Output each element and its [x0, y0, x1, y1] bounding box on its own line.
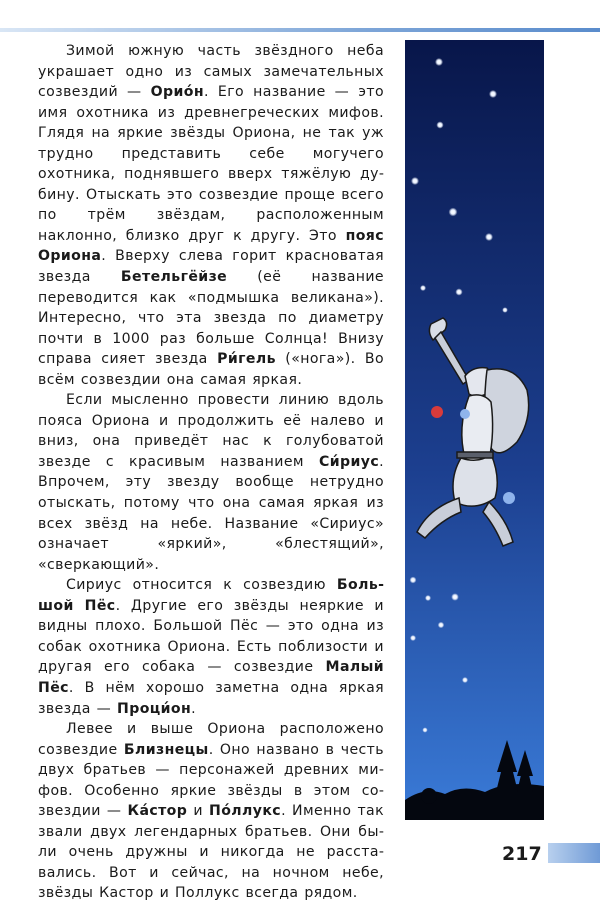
term-bold: Проци́он	[117, 700, 192, 717]
text-run: . Его название — это имя охотника из древнегреческих мифов. Глядя на яркие звёзды Ориона, не так уж трудно представить себе могучего охотника, поднявшего вверх тяжёлую дубину. Отыскать это созвездие проще всего по трём звёздам, расположенным наклонно, близко друг к другу. Это	[38, 84, 384, 244]
text-run: . В нём хорошо заметна одна яркая звезда —	[38, 679, 384, 717]
term-bold: Близнецы	[123, 741, 209, 758]
text-run: (её название переводится как «подмышка великана»). Интересно, что эта звезда по диаметру почти в 1000 раз больше Солнца! Внизу справа сияет звезда	[38, 269, 384, 368]
term-bold: пояс Ориона	[38, 227, 384, 265]
betelgeuse-marker	[431, 406, 443, 418]
belt-star-marker	[460, 409, 470, 419]
text-run: Зимой южную часть звёздного неба украшает одно из самых замечательных созвездий —	[38, 43, 384, 101]
paragraph-sirius	[38, 390, 384, 575]
text-run: Левее и выше Ориона расположено созвездие	[38, 721, 384, 758]
paragraph-canis	[38, 575, 384, 719]
term-bold: По́ллукс	[209, 803, 282, 820]
orion-illustration	[405, 40, 544, 820]
paragraph-orion	[38, 41, 384, 390]
term-bold: Малый Пёс	[38, 659, 384, 696]
text-run: и	[187, 803, 210, 820]
text-run: . Вверху слева горит красноватая звезда	[38, 248, 384, 286]
rigel-marker	[503, 492, 515, 504]
header-rule	[0, 28, 600, 32]
term-bold: Ри́гель	[217, 351, 276, 368]
text-run: . Именно так звали двух легендарных братьев. Они были очень дружны и никогда не расставались. Вот и сейчас, на ночном небе, звёзды Кастор и Поллукс всегда рядом.	[38, 803, 384, 902]
article-text	[38, 41, 384, 904]
text-run: .	[191, 700, 197, 717]
text-run: . Другие его звёзды неяркие и видны плохо. Большой Пёс — это одна из собак охотника Ориона. Есть поблизости и другая его собака — созвездие	[38, 597, 384, 676]
term-bold: Большой Пёс	[38, 577, 384, 614]
page-number: 217	[502, 843, 542, 865]
term-bold: Орио́н	[150, 84, 204, 101]
text-run: («нога»). Во всём созвездии она самая яркая.	[38, 351, 384, 388]
text-run: Если мысленно провести линию вдоль пояса Ориона и продолжить её налево и вниз, она приведёт нас к голубоватой звезде с красивым названием	[38, 392, 384, 470]
term-bold: Си́риус	[318, 453, 380, 470]
text-run: Сириус относится к созвездию	[66, 577, 337, 594]
term-bold: Ка́стор	[127, 803, 188, 820]
term-bold: Бетельгёйзе	[120, 269, 228, 286]
text-run: . Оно названо в честь двух братьев — персонажей древних мифов. Особенно яркие звёзды в этом созвездии —	[38, 741, 384, 820]
page-number-bar	[548, 843, 600, 863]
paragraph-gemini	[38, 719, 384, 904]
text-run: . Впрочем, эту звезду вообще нетрудно отыскать, потому что она самая яркая из всех звёзд на небе. Название «Сириус» означает «яркий», «блестящий», «сверкающий».	[38, 453, 384, 573]
